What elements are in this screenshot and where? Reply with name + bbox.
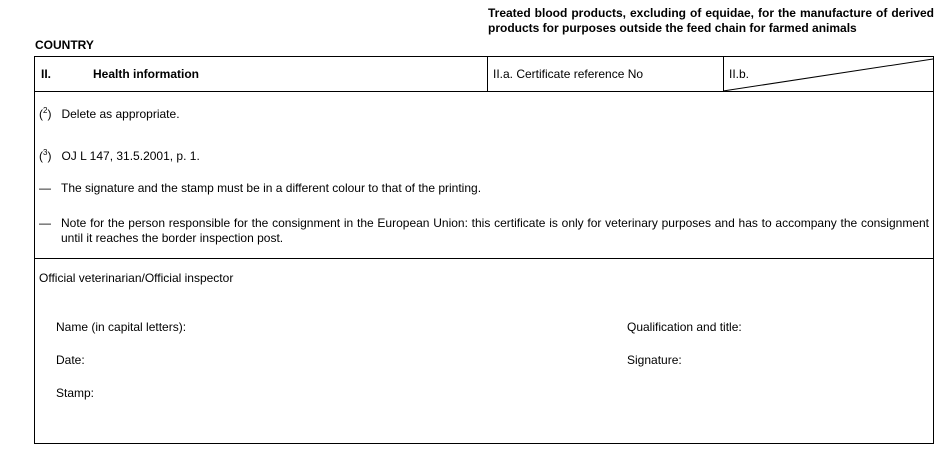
certificate-title: Treated blood products, excluding of equidae, for the manufacture of derived products for purposes outside the feed chain for farmed animals (488, 6, 934, 35)
date-label: Date: (56, 353, 85, 367)
qualification-label: Qualification and title: (627, 320, 742, 334)
health-information-table (34, 56, 934, 444)
footnote-marker: 2 (43, 106, 48, 115)
note-dash: — (39, 181, 51, 195)
note-dash: — (39, 216, 51, 230)
certificate-reference-label: II.a. Certificate reference No (493, 67, 644, 81)
header-row-divider (35, 91, 933, 92)
stamp-label: Stamp: (56, 386, 95, 400)
diagonal-strike (723, 57, 933, 91)
footnote-text: OJ L 147, 31.5.2001, p. 1. (61, 149, 200, 163)
country-label: COUNTRY (35, 38, 94, 52)
footnote-3: ($^3$) OJ L 147, 31.5.2001, p. 1. (39, 148, 200, 163)
header-divider-1 (487, 57, 488, 91)
notes-divider (35, 258, 933, 259)
footnote-marker: 3 (43, 148, 48, 157)
note-consignment (39, 216, 929, 246)
section-number: II. (41, 67, 52, 81)
official-veterinarian-heading: Official veterinarian/Official inspector (39, 271, 234, 285)
reference-b-label: II.b. (729, 67, 750, 81)
section-title: Health information (93, 67, 200, 81)
footnote-2: ($^2$) Delete as appropriate. (39, 106, 180, 121)
note-text: The signature and the stamp must be in a different colour to that of the printing. (61, 181, 482, 195)
name-label: Name (in capital letters): (56, 320, 187, 334)
note-text: Note for the person responsible for the consignment in the European Union: this certificate is only for veterinary purposes and has to accompany the consignment until it reaches the border inspection post. (61, 216, 929, 245)
footnote-text: Delete as appropriate. (61, 107, 180, 121)
signature-label: Signature: (627, 353, 682, 367)
note-signature-colour (39, 181, 929, 196)
